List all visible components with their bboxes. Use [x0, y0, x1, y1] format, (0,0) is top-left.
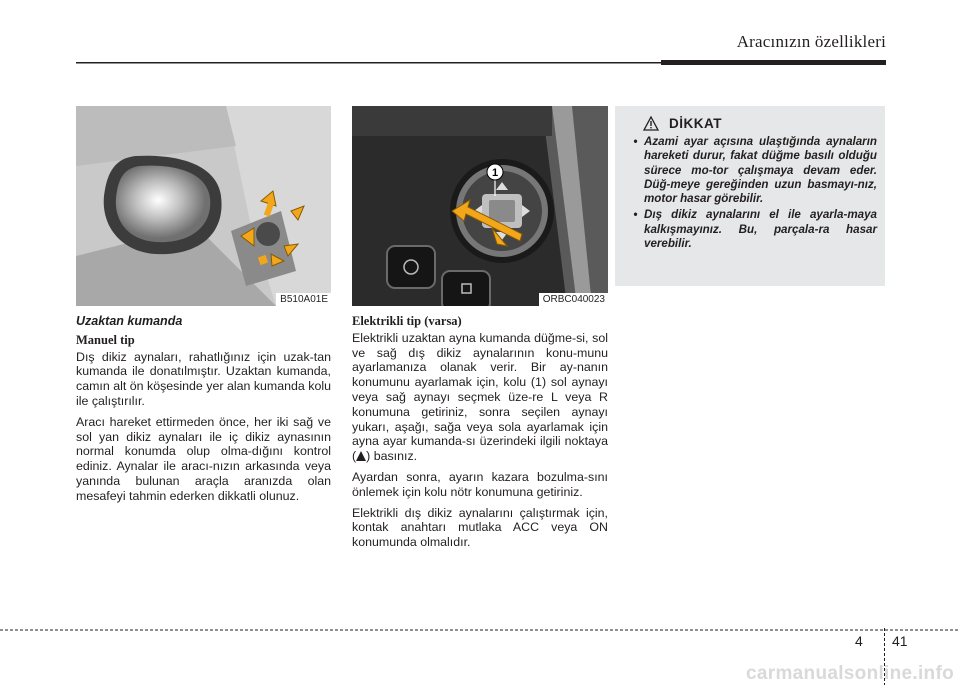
figure-manual-mirror — [76, 106, 331, 306]
figure-electric-switch — [352, 106, 608, 306]
header-rule — [76, 60, 886, 66]
electric-switch-illustration — [352, 106, 608, 306]
chapter-number: 4 — [855, 633, 863, 649]
section-title: Aracınızın özellikleri — [736, 32, 886, 51]
page-number: 41 — [892, 633, 908, 649]
caution-item: • Dış dikiz aynalarını el ile ayarla-maya kalkışmayınız. Bu, parçala-ra hasar verebilir. — [627, 208, 877, 251]
right-column — [352, 314, 608, 556]
figure-code-right: ORBC040023 — [539, 293, 608, 306]
manual-mirror-illustration — [76, 106, 331, 306]
subheading-electric-type: Elektrikli tip (varsa) — [352, 314, 462, 328]
paragraph-adjust-instructions — [352, 331, 608, 464]
paragraph-text: Elektrikli uzaktan ayna kumanda düğme-si, sol ve sağ dış dikiz aynalarının konu-munu ayarlamanıza olanak verir. Bir ay-nanın konumunu ayarlamak için, kolu (1) sol aynayı veya sağ aynayı seçmek üze-re L veya R konumuna getiriniz, sonra seçilen aynayı yukarı, aşağı, sağa veya sola ayarlamak için ayna ayar kumanda-sı üzerindeki ilgili noktaya ( — [352, 330, 608, 464]
watermark: carmanualsonline.info — [746, 663, 954, 684]
caution-list — [627, 135, 877, 251]
callout-1-label: 1 — [491, 167, 499, 179]
caution-box — [615, 106, 885, 286]
paragraph: Elektrikli dış dikiz aynalarını çalıştırmak için, kontak anahtarı mutlaka ACC veya ON konumunda olmalıdır. — [352, 505, 608, 550]
paragraph: Ayardan sonra, ayarın kazara bozulma-sını önlemek için kolu nötr konumuna getiriniz. — [352, 469, 608, 499]
paragraph: Aracı hareket ettirmeden önce, her iki sağ ve sol yan dikiz aynaları ile iç dikiz aynasının normal konumda olup olma-dığını kontrol ediniz. Aynalar ile aracı-nızın arkasında veya yanında bulunan araçla aranızda olan mesafeyi tahmin ederken dikkatli olunuz. — [76, 414, 331, 503]
warning-triangle-icon — [643, 116, 659, 131]
figure-code-left: B510A01E — [276, 293, 331, 306]
arrow-up-icon — [356, 451, 366, 461]
caution-item: • Azami ayar açısına ulaştığında aynaların hareketi durur, fakat düğme basılı olduğu sürece mo-tor çalışmaya devam eder. Düğ-meye gereğinden uzun basmayı-nız, motor hasar görebilir. — [627, 135, 877, 206]
paragraph: Dış dikiz aynaları, rahatlığınız için uzak-tan kumanda ile donatılmıştır. Uzaktan kumanda, camın alt ön köşesinde yer alan kumanda kolu ile çalıştırılır. — [76, 349, 331, 408]
footer-dashed-rule — [0, 628, 960, 632]
paragraph-text: ) basınız. — [366, 449, 418, 464]
subheading-manual-type: Manuel tip — [76, 332, 135, 347]
heading-remote-control: Uzaktan kumanda — [76, 314, 183, 328]
left-column — [76, 314, 331, 510]
caution-title: DİKKAT — [669, 116, 722, 131]
